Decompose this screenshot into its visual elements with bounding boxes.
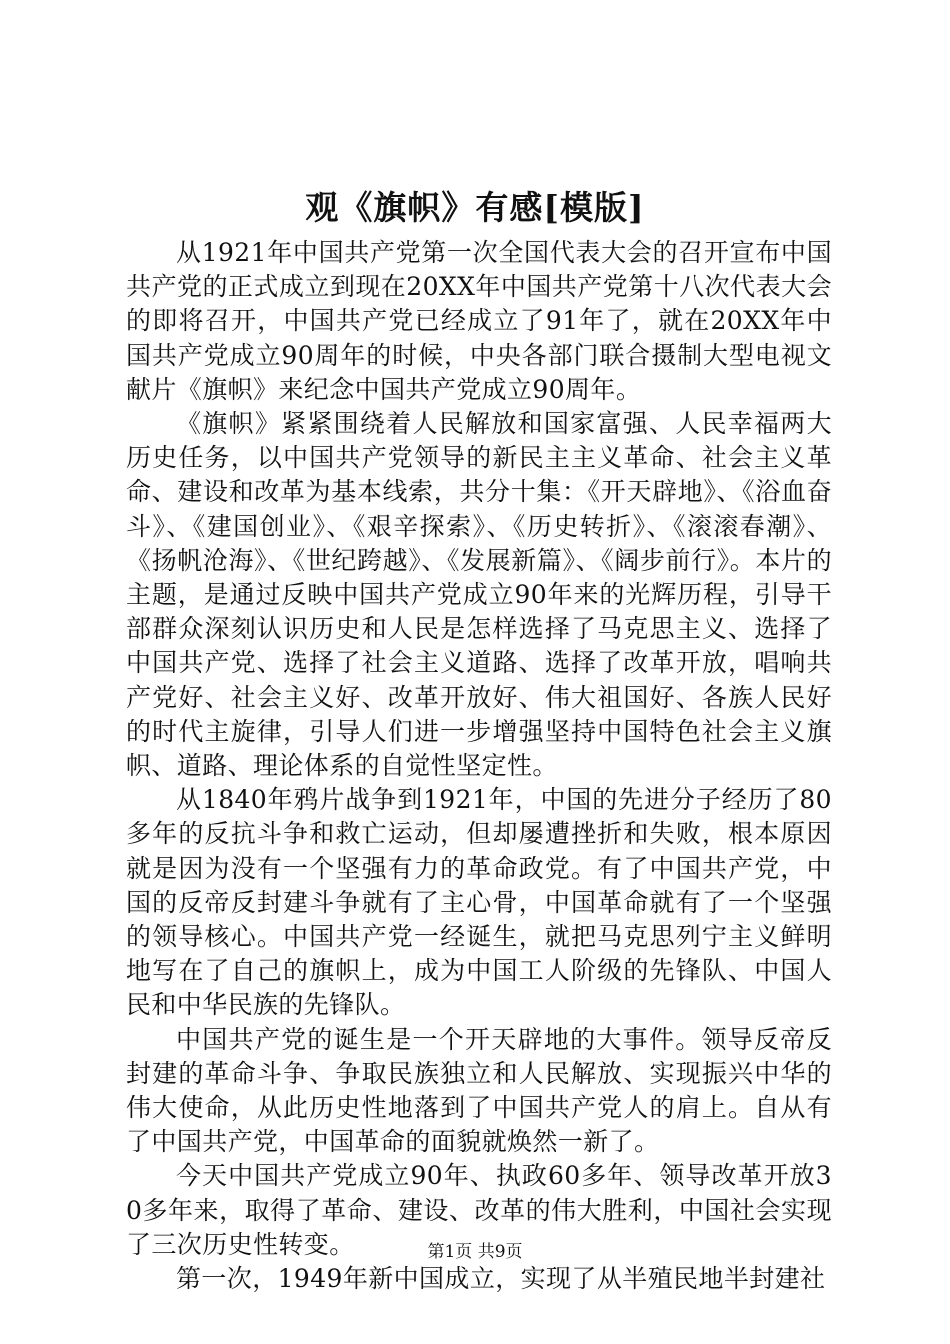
page-number-footer: 第1页 共9页	[427, 1242, 523, 1262]
paragraph-5: 今天中国共产党成立90年、执政60多年、领导改革开放30多年来，取得了革命、建设、改革的伟大胜利，中国社会实现了三次历史性转变。	[126, 1161, 832, 1259]
paragraph-1: 从1921年中国共产党第一次全国代表大会的召开宣布中国共产党的正式成立到现在20XX年中国共产党第十八次代表大会的即将召开，中国共产党已经成立了91年了，就在20XX年中国共产党成立90周年的时候，中央各部门联合摄制大型电视文献片《旗帜》来纪念中国共产党成立90周年。	[126, 238, 832, 404]
document-body	[126, 236, 832, 1296]
paragraph-4: 中国共产党的诞生是一个开天辟地的大事件。领导反帝反封建的革命斗争、争取民族独立和人民解放、实现振兴中华的伟大使命，从此历史性地落到了中国共产党人的肩上。自从有了中国共产党，中国革命的面貌就焕然一新了。	[126, 1024, 832, 1157]
paragraph-3: 从1840年鸦片战争到1921年，中国的先进分子经历了80多年的反抗斗争和救亡运动，但却屡遭挫折和失败，根本原因就是因为没有一个坚强有力的革命政党。有了中国共产党，中国的反帝反封建斗争就有了主心骨，中国革命就有了一个坚强的领导核心。中国共产党一经诞生，就把马克思列宁主义鲜明地写在了自己的旗帜上，成为中国工人阶级的先锋队、中国人民和中华民族的先锋队。	[126, 785, 832, 1020]
paragraph-2: 《旗帜》紧紧围绕着人民解放和国家富强、人民幸福两大历史任务，以中国共产党领导的新民主主义革命、社会主义革命、建设和改革为基本线索，共分十集：《开天辟地》、《浴血奋斗》、《建国创业》、《艰辛探索》、《历史转折》、《滚滚春潮》、《扬帆沧海》、《世纪跨越》、《发展新篇》、《阔步前行》。本片的主题，是通过反映中国共产党成立90年来的光辉历程，引导干部群众深刻认识历史和人民是怎样选择了马克思主义、选择了中国共产党、选择了社会主义道路、选择了改革开放，唱响共产党好、社会主义好、改革开放好、伟大祖国好、各族人民好的时代主旋律，引导人们进一步增强坚持中国特色社会主义旗帜、道路、理论体系的自觉性坚定性。	[126, 409, 832, 781]
document-title: 观《旗帜》有感[模版]	[305, 188, 645, 227]
paragraph-6: 第一次，1949年新中国成立，实现了从半殖民地半封建社	[176, 1264, 826, 1294]
